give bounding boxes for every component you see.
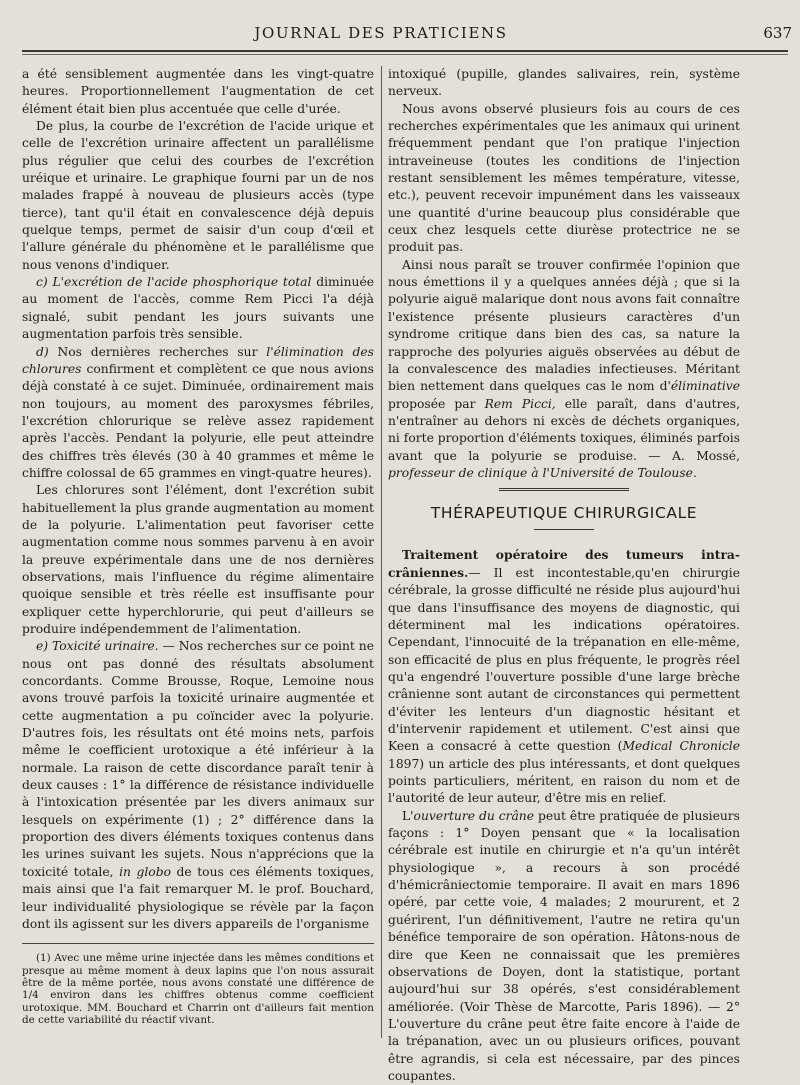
paragraph: a été sensiblement augmentée dans les vingt-quatre heures. Proportionnellement l'augmentation de cet élément était bien plus accentuée que celle d'urée.	[22, 67, 374, 116]
paragraph-text: elle paraît, dans d'autres, n'entraîner au dehors ni excès de déchets organiques, ni forte proportion d'éléments toxiques, éliminés parfois avant que la polyurie se produise. — A. Mossé,	[388, 396, 740, 463]
paragraph-heading: e) Toxicité urinaire.	[36, 639, 159, 654]
section-double-rule	[499, 488, 629, 493]
paragraph	[22, 344, 374, 483]
paragraph-text: — Il est incontestable,qu'en chirurgie cérébrale, la grosse difficulté ne réside plus aujourd'hui que dans l'insuffisance des moyens de diagnostic, qui déterminent mal les indications opératoires. Cependant, l'innocuité de la trépanation en elle-même, son efficacité de plus en plus fréquente, le progrès réel qu'a engendré l'ouverture possible d'une large brèche crânienne sont autant de circonstances qui permettent d'éviter les lenteurs d'un diagnostic hésitant et d'intervenir rapidement et utilement. C'est ainsi que Keen a consacré à cette question (	[388, 565, 740, 754]
paragraph-text: peut être pratiquée de plusieurs façons : 1° Doyen pensant que « la localisation cérébrale est inutile en chirurgie et n'a qu'un intérêt physiologique », a recours à son procédé d'hémicrâniectomie temporaire. Il avait en mars 1896 opéré, par cette voie, 4 malades; 2 moururent, et 2 guérirent, l'un définitivement, l'autre ne retira qu'un bénéfice temporaire de son opération. Hâtons-nous de dire que Keen ne connaissait que les premières observations de Doyen, dont la statistique, portant aujourd'hui sur 38 opérés, s'est considérablement améliorée. (Voir Thèse de Marcotte, Paris 1896). — 2° L'ouverture du crâne peut être faite encore à l'aide de la trépanation, avec un ou plusieurs orifices, pouvant être agrandis, si cela est nécessaire, par des pinces coupantes.	[388, 808, 740, 1083]
right-column	[388, 66, 740, 1085]
page-number: 637	[763, 24, 792, 42]
section-title: THÉRAPEUTIQUE CHIRURGICALE	[430, 504, 698, 523]
paragraph	[388, 808, 740, 1085]
paragraph-text: Ainsi nous paraît se trouver confirmée l'opinion que nous émettions il y a quelques années déjà ; que si la polyurie aiguë malarique dont nous avons fait connaître l'existence présente plusieurs caractères d'un syndrome critique dans bien des cas, sa nature la rapproche des polyuries aiguës observées au début de la convalescence des maladies infectieuses. Méritant bien nettement dans quelques cas le nom d'	[388, 257, 740, 394]
paragraph	[388, 546, 740, 808]
paragraph	[22, 638, 374, 933]
italic-text: l'élimination des chlorures	[22, 344, 374, 376]
paragraph: Nous avons observé plusieurs fois au cours de ces recherches expérimentales que les animaux qui urinent fréquemment pendant que l'on pratique l'injection intraveineuse (toutes les conditions de l'injection restant sensiblement les mêmes température, vitesse, etc.), peuvent recevoir impunément dans les vaisseaux une quantité d'urine beaucoup plus considérable que ceux chez lesquels cette diurèse protectrice ne se produit pas.	[388, 101, 740, 255]
paragraph: De plus, la courbe de l'excrétion de l'acide urique et celle de l'excrétion urinaire affectent un parallélisme plus régulier que celui des courbes de l'excrétion uréique et urinaire. Le graphique fourni par un de nos malades frappé à nouveau de plusieurs accès (type tierce), tant qu'il était en convalescence déjà depuis quelque temps, permet de saisir d'un coup d'œil et l'allure générale du phénomène et le parallélisme que nous venons d'indiquer.	[22, 119, 374, 272]
footnote-rule	[22, 943, 374, 944]
paragraph-text: confirment et complètent ce que nous avions déjà constaté à ce sujet. Diminuée, ordinairement mais non toujours, au moment des paroxysmes fébriles, l'excrétion chlorurique se relève assez rapidement après l'accès. Pendant la polyurie, elle peut atteindre des chiffres très élevés (30 à 40 grammes et même le chiffre colossal de 65 grammes en vingt-quatre heures).	[22, 361, 374, 480]
paragraph-text: 1897) un article des plus intéressants, et dont quelques points particuliers, méritent, en raison du nom et de l'autorité de leur auteur, d'être mis en relief.	[388, 756, 740, 806]
italic-text: Rem Picci,	[484, 396, 556, 411]
paragraph: intoxiqué (pupille, glandes salivaires, rein, système nerveux.	[388, 67, 740, 99]
section-underline	[534, 529, 594, 530]
paragraph	[388, 257, 740, 482]
footnote-text: (1) Avec une même urine injectée dans les mêmes conditions et presque au même moment à deux lapins que l'on nous assurait être de la même portée, nous avons constaté une différence de 1/4 environ dans les chiffres obtenus comme coefficient urotoxique. MM. Bouchard et Charrin ont d'ailleurs fait mention de cette variabilité du réactif vivant.	[22, 952, 374, 1027]
header-rule-thin	[22, 54, 788, 55]
paragraph-text: Nos dernières recherches sur	[48, 344, 267, 359]
paragraph-heading: c) L'excrétion de l'acide phosphorique total	[36, 275, 312, 290]
italic-text: in globo	[119, 864, 171, 879]
paragraph-text: de tous ces éléments toxiques, mais ainsi que l'a fait remarquer M. le prof. Bouchard, leur individualité physiologique se révèle par la façon dont ils agissent sur les divers appareils de l'organisme	[22, 864, 375, 931]
article-lead: Traitement opératoire des tumeurs intra-crâniennes.	[388, 546, 740, 580]
author-affiliation: professeur de clinique à l'Université de Toulouse.	[388, 465, 697, 480]
header-rule	[22, 50, 788, 52]
paragraph: Les chlorures sont l'élément, dont l'excrétion subit habituellement la plus grande augmentation au moment de la polyurie. L'alimentation peut favoriser cette augmentation comme nous sommes parvenu à en avoir la preuve expérimentale dans une de nos dernières observations, mais l'influence du régime alimentaire quoique sensible et très réelle est insuffisante pour expliquer cette hyperchlorurie, qui peut d'ailleurs se produire indépendemment de l'alimentation.	[22, 483, 374, 636]
italic-text: Medical Chronicle	[622, 739, 740, 754]
paragraph-text: L'	[402, 808, 414, 823]
journal-title: JOURNAL DES PRATICIENS	[254, 24, 508, 42]
running-header	[22, 24, 792, 48]
paragraph-heading: d)	[36, 344, 49, 359]
italic-text: ouverture du crâne	[413, 808, 534, 823]
paragraph-text: — Nos recherches sur ce point ne nous ont pas donné des résultats absolument concordants. Comme Brousse, Roque, Lemoine nous avons trouvé parfois la toxicité urinaire augmentée et cette augmentation a pu coïncider avec la polyurie. D'autres fois, les résultats ont été moins nets, parfois même le coefficient urotoxique a été inférieur à la normale. La raison de cette discordance paraît tenir à deux causes : 1° la différence de résistance individuelle à l'intoxication présentée par les divers animaux sur lesquels on expérimente (1) ; 2° différence dans la proportion des divers éléments toxiques contenus dans les urines suivant les sujets. Nous n'apprécions que la toxicité totale,	[22, 639, 374, 879]
footnote	[22, 952, 374, 1026]
paragraph-text: proposée par	[388, 396, 485, 411]
italic-text: éliminative	[670, 379, 740, 394]
paragraph-text: diminuée au moment de l'accès, comme Rem Picci l'a déjà signalé, subit pendant les jours suivants une augmentation parfois très sensible.	[22, 275, 375, 342]
column-divider	[381, 66, 382, 1038]
left-column	[22, 66, 374, 1027]
paragraph	[22, 274, 374, 343]
